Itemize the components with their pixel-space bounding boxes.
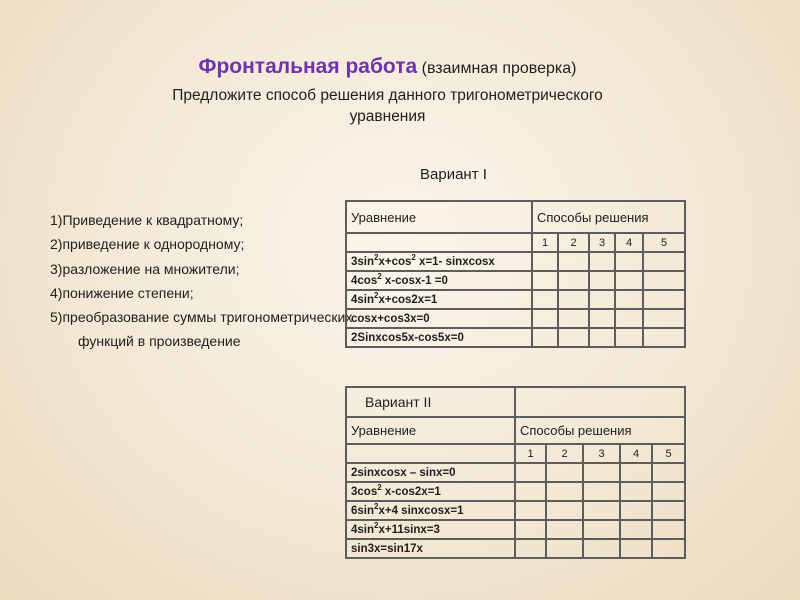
equation-cell: $4\sin^2x+11\sin x=3$ [346, 520, 515, 539]
answer-cell[interactable] [615, 328, 643, 347]
answer-cell[interactable] [589, 271, 615, 290]
answer-cell[interactable] [558, 271, 589, 290]
table-row [346, 482, 685, 501]
table-row [346, 328, 685, 347]
answer-cell[interactable] [583, 463, 620, 482]
method-number-5: 5 [643, 233, 685, 252]
equation-cell: $4\sin^2x+\cos 2x=1$ [346, 290, 532, 309]
method-number-4: 4 [620, 444, 652, 463]
answer-cell[interactable] [546, 539, 583, 558]
answer-cell[interactable] [589, 290, 615, 309]
method-number-4: 4 [615, 233, 643, 252]
answer-cell[interactable] [546, 463, 583, 482]
method-number-1: 1 [532, 233, 558, 252]
answer-cell[interactable] [546, 482, 583, 501]
answer-cell[interactable] [583, 501, 620, 520]
method-item-5: 5)преобразование суммы тригонометрических [50, 309, 353, 326]
answer-cell[interactable] [652, 482, 685, 501]
empty-cell [346, 444, 515, 463]
answer-cell[interactable] [558, 309, 589, 328]
answer-cell[interactable] [558, 328, 589, 347]
answer-cell[interactable] [589, 252, 615, 271]
answer-cell[interactable] [532, 309, 558, 328]
answer-cell[interactable] [643, 328, 685, 347]
answer-cell[interactable] [515, 463, 546, 482]
subtitle-line-1: Предложите способ решения данного тригонометрического [172, 87, 603, 104]
answer-cell[interactable] [643, 252, 685, 271]
answer-cell[interactable] [652, 501, 685, 520]
equation-cell: 2Sinxcos5x-cos5x=0 [346, 328, 532, 347]
answer-cell[interactable] [532, 252, 558, 271]
method-item-5-continued: функций в произведение [78, 333, 241, 350]
answer-cell[interactable] [620, 539, 652, 558]
title-parenthetical: (взаимная проверка) [421, 60, 577, 77]
answer-cell[interactable] [546, 501, 583, 520]
answer-cell[interactable] [620, 482, 652, 501]
empty-cell [346, 233, 532, 252]
answer-cell[interactable] [615, 271, 643, 290]
method-number-2: 2 [558, 233, 589, 252]
answer-cell[interactable] [620, 463, 652, 482]
method-item-4: 4)понижение степени; [50, 284, 194, 301]
answer-cell[interactable] [589, 309, 615, 328]
method-item-1: 1)Приведение к квадратному; [50, 212, 244, 228]
answer-cell[interactable] [652, 539, 685, 558]
column-header-equation: Уравнение [346, 201, 532, 233]
table-row [346, 290, 685, 309]
answer-cell[interactable] [652, 463, 685, 482]
method-number-1: 1 [515, 444, 546, 463]
answer-cell[interactable] [558, 290, 589, 309]
method-item-2: 2)приведение к однородному; [50, 236, 245, 253]
column-header-methods: Способы решения [532, 201, 685, 233]
answer-cell[interactable] [515, 501, 546, 520]
table-row [346, 309, 685, 328]
equation-cell: $4\cos^2$ x-cosx-1 =0 [346, 271, 532, 290]
method-number-2: 2 [546, 444, 583, 463]
answer-cell[interactable] [532, 328, 558, 347]
equation-cell: cosx+cos3x=0 [346, 309, 532, 328]
answer-cell[interactable] [583, 539, 620, 558]
column-header-methods: Способы решения [515, 417, 685, 444]
equation-cell: $6\sin^2x+4$ sinxcosx=1 [346, 501, 515, 520]
subtitle-line-2: уравнения [349, 108, 426, 125]
table-row [346, 539, 685, 558]
answer-cell[interactable] [615, 290, 643, 309]
title-line [100, 55, 675, 79]
answer-cell[interactable] [546, 520, 583, 539]
variant-2-table [345, 386, 686, 559]
answer-cell[interactable] [620, 501, 652, 520]
answer-cell[interactable] [615, 309, 643, 328]
methods-list [50, 208, 352, 354]
answer-cell[interactable] [652, 520, 685, 539]
answer-cell[interactable] [515, 482, 546, 501]
answer-cell[interactable] [615, 252, 643, 271]
subtitle [100, 85, 675, 127]
answer-cell[interactable] [515, 520, 546, 539]
answer-cell[interactable] [515, 539, 546, 558]
column-header-equation: Уравнение [346, 417, 515, 444]
answer-cell[interactable] [532, 271, 558, 290]
empty-cell [515, 387, 685, 417]
answer-cell[interactable] [583, 482, 620, 501]
table-row [346, 463, 685, 482]
method-item-3: 3)разложение на множители; [50, 260, 240, 277]
table-row [346, 252, 685, 271]
equation-cell: $3\sin^2x+\cos^2$ x=1- sinxcosx [346, 252, 532, 271]
answer-cell[interactable] [589, 328, 615, 347]
method-number-3: 3 [589, 233, 615, 252]
table-row [346, 501, 685, 520]
answer-cell[interactable] [532, 290, 558, 309]
answer-cell[interactable] [643, 309, 685, 328]
method-number-5: 5 [652, 444, 685, 463]
variant-2-label: Вариант II [346, 387, 515, 417]
page-title: Фронтальная работа [198, 55, 418, 78]
answer-cell[interactable] [558, 252, 589, 271]
equation-cell: $3\cos^2$ x-cos2x=1 [346, 482, 515, 501]
answer-cell[interactable] [583, 520, 620, 539]
equation-cell: 2sinxcosx – sinx=0 [346, 463, 515, 482]
variant-1-label: Вариант I [420, 166, 487, 183]
method-number-3: 3 [583, 444, 620, 463]
variant-1-table [345, 200, 686, 348]
answer-cell[interactable] [643, 271, 685, 290]
table-row [346, 520, 685, 539]
equation-cell: sin3x=sin17x [346, 539, 515, 558]
answer-cell[interactable] [620, 520, 652, 539]
title-block [100, 55, 675, 127]
table-row [346, 271, 685, 290]
answer-cell[interactable] [643, 290, 685, 309]
